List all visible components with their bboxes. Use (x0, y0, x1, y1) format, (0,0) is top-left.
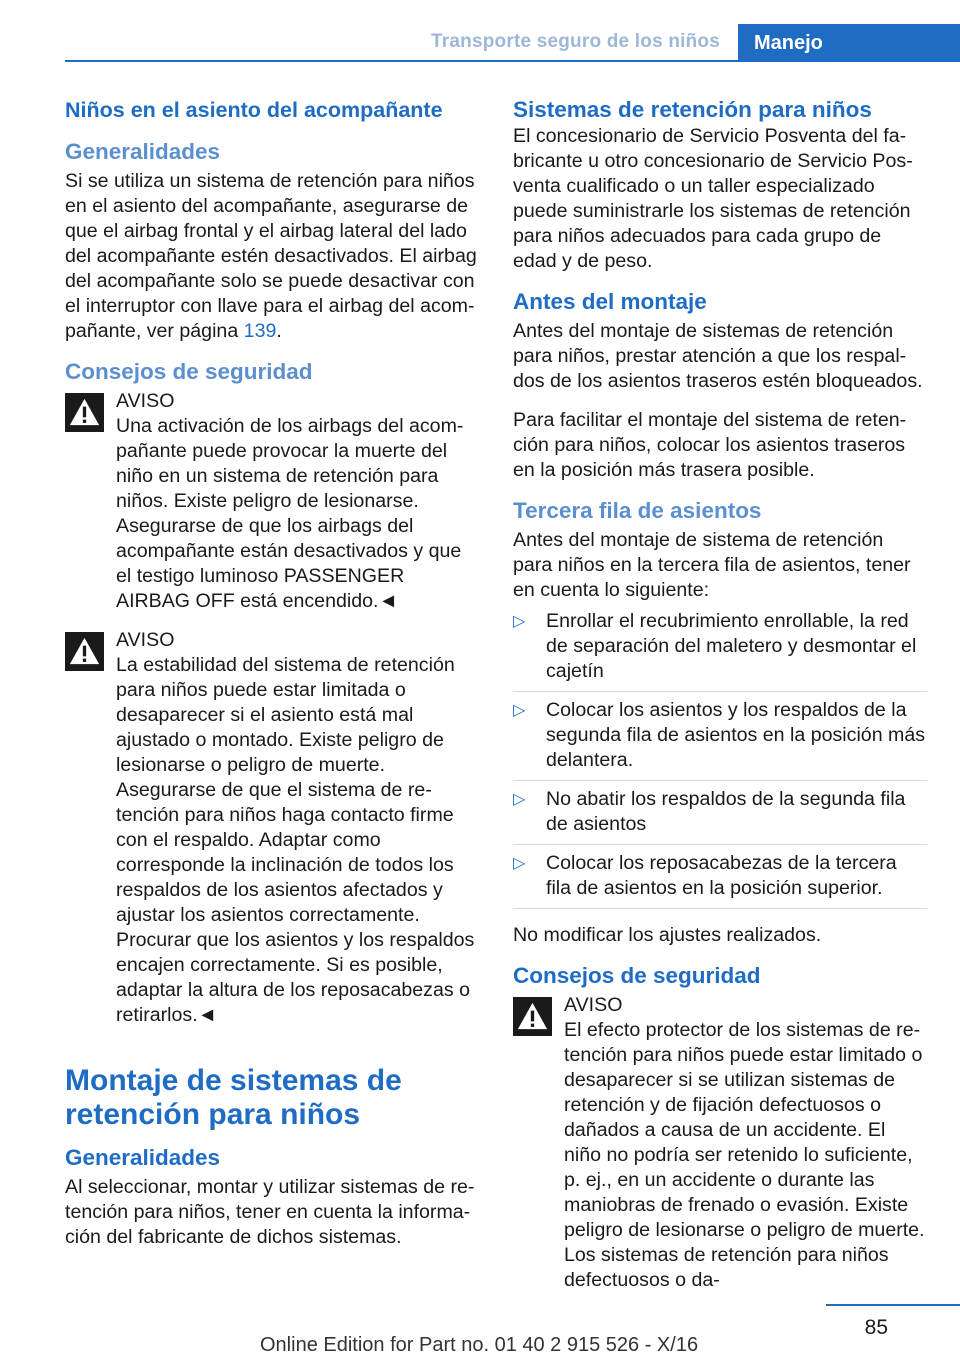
triangle-right-icon: ▷ (513, 791, 526, 808)
warning-text: Una activación de los airbags del acompañante puede provocar la muerte del niño en un sistema de retención para niños. Existe peligro de lesionarse. Asegurarse de que los airbags del acompañante están desactivados y que el testigo luminoso PASSENGER AIRBAG OFF está encendido.◄ (116, 415, 464, 612)
footer-edition: Online Edition for Part no. 01 40 2 915 526 - X/16 (260, 1334, 699, 1356)
warning-label: AVISO (116, 629, 175, 651)
left-column (65, 96, 479, 1264)
warning-text: La estabilidad del sistema de retención para niños puede estar limitada o desaparecer si el asiento está mal ajustado o montado. Existe peligro de lesionarse o peligro de muerte. Asegurarse de que el sistema de retención para niños haga contacto firme con el respaldo. Adaptar como corresponde la inclinación de todos los respaldos de los asientos afectados y ajustar los asientos correctamente. Procurar que los asientos y los respaldos encajen correctamente. Si es posible, adaptar la altura de los reposacabezas o retirarlos.◄ (116, 654, 475, 1026)
paragraph-montaje-generalidades: Al seleccionar, montar y utilizar sistemas de retención para niños, tener en cuenta la información del fabricante de dichos sistemas. (65, 1176, 475, 1248)
paragraph-tercera-intro: Antes del montaje de sistema de retención para niños en la tercera fila de asientos, tener en cuenta lo siguiente: (513, 529, 911, 601)
warning-block-3 (513, 993, 927, 1293)
warning-label: AVISO (116, 390, 175, 412)
warning-block-1 (65, 389, 479, 614)
warning-triangle-icon (513, 997, 552, 1036)
heading-consejos-seguridad-right: Consejos de seguridad (513, 963, 761, 988)
triangle-right-icon: ▷ (513, 702, 526, 719)
warning-row-3 (513, 993, 927, 1293)
list-item-text: Colocar los asientos y los respaldos de la segunda fila de asientos en la posición más delantera. (546, 699, 926, 771)
header-chapter-tab: Manejo (738, 24, 960, 62)
paragraph-sistemas: El concesionario de Servicio Posventa del fabricante u otro concesionario de Servicio Posventa cualificado o un taller especializado puede suministrarle los sistemas de retención para niños adecuados para cada grupo de edad y de peso. (513, 125, 913, 272)
heading-montaje-sistemas: Montaje de sistemas de retención para niños (65, 1064, 402, 1131)
paragraph-generalidades-text: Si se utiliza un sistema de retención para niños en el asiento del acompañante, asegurarse de que el airbag frontal y el airbag lateral del lado del acompañante estén desactivados. El airbag del acompañante solo se puede desactivar con el interruptor con llave para el airbag del acompañante, ver página (65, 170, 477, 342)
triangle-right-icon: ▷ (513, 613, 526, 630)
heading-sistemas-retencion: Sistemas de retención para niños (513, 97, 872, 122)
list-item-text: No abatir los respaldos de la segunda fila de asientos (546, 788, 906, 835)
paragraph-generalidades (65, 169, 479, 344)
heading-tercera-fila: Tercera fila de asientos (513, 498, 762, 523)
list-item (513, 787, 927, 845)
header-section-title: Transporte seguro de los niños (431, 31, 720, 52)
page-link-139[interactable]: 139 (243, 320, 277, 342)
warning-row-1 (65, 389, 479, 614)
spacer (65, 1042, 479, 1064)
heading-montaje-generalidades: Generalidades (65, 1145, 221, 1170)
warning-block-2 (65, 628, 479, 1028)
heading-consejos-seguridad: Consejos de seguridad (65, 359, 313, 384)
list-item-text: Enrollar el recubrimiento enrollable, la red de separación del maletero y desmontar el cajetín (546, 610, 917, 682)
paragraph-generalidades-end: . (276, 320, 282, 342)
list-item (513, 698, 927, 781)
warning-triangle-icon (65, 632, 104, 671)
list-item (513, 609, 927, 692)
right-column (513, 96, 927, 1307)
warning-label: AVISO (564, 994, 623, 1016)
paragraph-antes-1: Antes del montaje de sistemas de retención para niños, prestar atención a que los respaldos de los asientos traseros estén bloqueados. (513, 320, 923, 392)
section-title-ninos-acompanante: Niños en el asiento del acompañante (65, 98, 443, 122)
list-item-text: Colocar los reposacabezas de la tercera fila de asientos en la posición superior. (546, 852, 897, 899)
footer-rule (826, 1304, 960, 1306)
warning-text: El efecto protector de los sistemas de retención para niños puede estar limitado o desaparecer si se utilizan sistemas de retención y de fijación defectuosos o dañados a causa de un accidente. El niño no podría ser retenido lo suficiente, p. ej., en un accidente o durante las maniobras de frenado o evasión. Existe peligro de lesionarse o peligro de muerte. Los sistemas de retención para niños defectuosos o da- (564, 1019, 925, 1291)
tercera-list (513, 609, 927, 909)
list-item (513, 851, 927, 909)
paragraph-antes-2: Para facilitar el montaje del sistema de retención para niños, colocar los asientos traseros en la posición más trasera posible. (513, 409, 907, 481)
heading-antes-montaje: Antes del montaje (513, 289, 707, 314)
heading-generalidades: Generalidades (65, 139, 221, 164)
page-number: 85 (864, 1316, 888, 1339)
warning-row-2 (65, 628, 479, 1028)
triangle-right-icon: ▷ (513, 855, 526, 872)
paragraph-tercera-end: No modificar los ajustes realizados. (513, 924, 822, 946)
warning-triangle-icon (65, 393, 104, 432)
